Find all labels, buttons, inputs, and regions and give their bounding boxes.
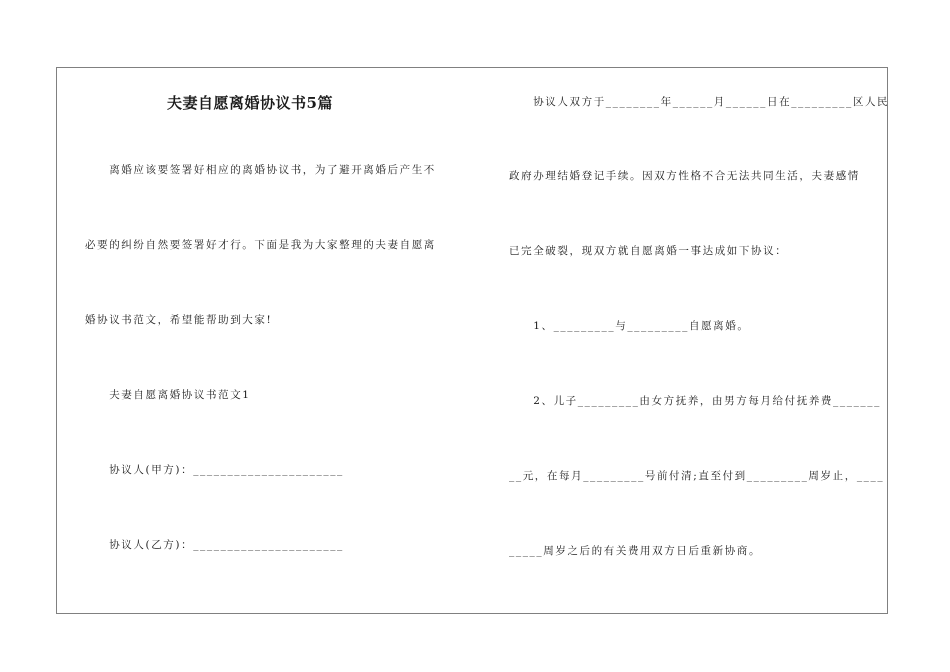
document-page	[56, 67, 888, 614]
document-title: 夫妻自愿离婚协议书5篇	[167, 94, 333, 112]
paragraph-line: 婚协议书范文，希望能帮助到大家!	[85, 314, 273, 326]
clause-line: 2、儿子_________由女方抚养，由男方每月给付抚养费_______	[509, 395, 881, 407]
paragraph-line: 已完全破裂，现双方就自愿离婚一事达成如下协议：	[509, 245, 788, 257]
paragraph-line: 协议人双方于________年______月______日在_________区人民	[509, 96, 890, 108]
left-column	[85, 68, 465, 613]
party-b-line: 协议人(乙方)：______________________	[85, 539, 344, 551]
paragraph-line: 政府办理结婚登记手续。因双方性格不合无法共同生活，夫妻感情	[509, 170, 860, 182]
section-heading: 夫妻自愿离婚协议书范文1	[85, 389, 251, 401]
party-a-line: 协议人(甲方)：______________________	[85, 464, 344, 476]
clause-line: __元，在每月_________号前付清;直至付到_________周岁止，____	[509, 470, 885, 482]
paragraph-line: 离婚应该要签署好相应的离婚协议书，为了避开离婚后产生不	[85, 164, 436, 176]
clause-line: _____周岁之后的有关费用双方日后重新协商。	[509, 545, 762, 557]
clause-line: 1、_________与_________自愿离婚。	[509, 320, 750, 332]
paragraph-line: 必要的纠纷自然要签署好才行。下面是我为大家整理的夫妻自愿离	[85, 239, 436, 251]
right-column	[509, 68, 890, 613]
